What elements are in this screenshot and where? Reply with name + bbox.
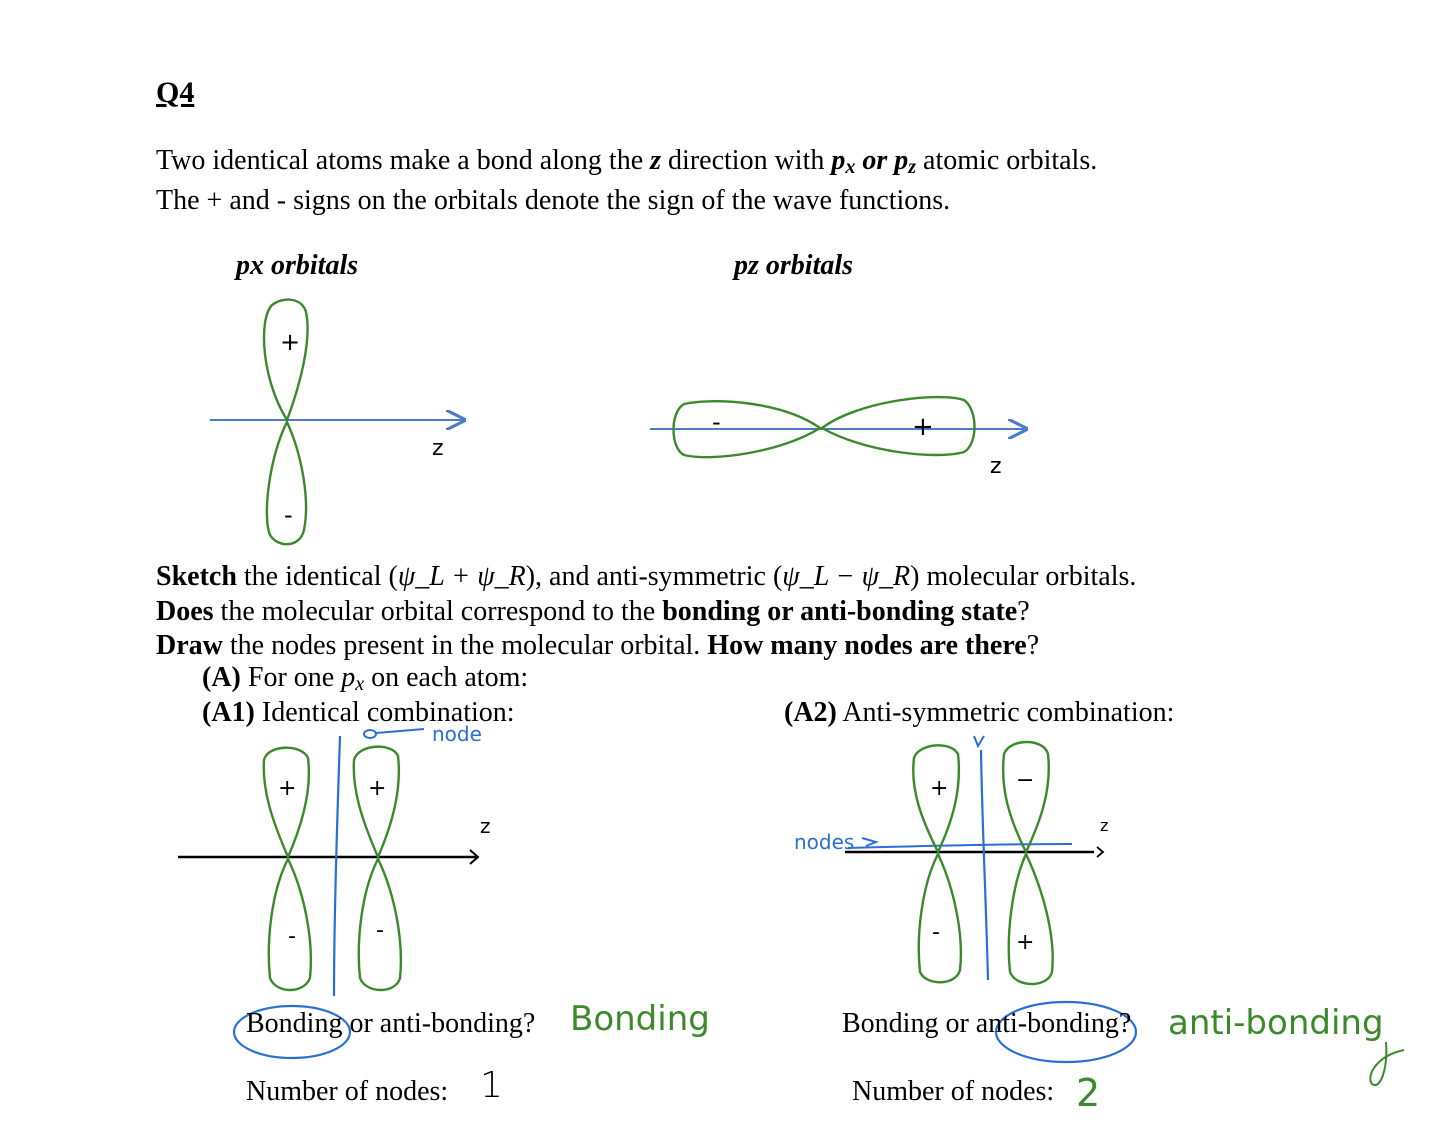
instruction-does: Does the molecular orbital correspond to the bonding or anti-bonding state? (156, 595, 1030, 627)
a1-nodes-label: Number of nodes: (246, 1076, 449, 1107)
a2-axis-label: z (1100, 816, 1109, 835)
pz-orbitals-title: pz orbitals (734, 250, 854, 281)
pz-minus-sign: - (712, 408, 721, 436)
a2-right-upper-lobe (1003, 742, 1049, 852)
a2-nodes-answer: 2 (1076, 1071, 1101, 1115)
a2-heading: (A2) Anti-symmetric combination: (784, 697, 1175, 728)
a2-right-lower-lobe (1009, 854, 1053, 984)
px-orbital-diagram (210, 300, 464, 545)
a2-minus-right: − (1016, 768, 1035, 793)
pz-orbital-diagram (650, 397, 1026, 457)
a1-nodes-answer: 1 (480, 1065, 503, 1106)
a1-left-upper-lobe (264, 748, 309, 857)
a1-axis-label: z (480, 814, 491, 838)
part-a-heading: (A) For one $p_x$ on each atom: (202, 662, 529, 695)
pz-plus-sign: + (912, 412, 934, 442)
a2-plus-left: + (930, 776, 949, 801)
a1-plus-right: + (368, 776, 387, 801)
px-minus-sign: - (284, 501, 293, 529)
a1-minus-right: - (376, 918, 384, 943)
a2-node-horizontal (848, 844, 1072, 848)
a2-bonding-answer: anti-bonding (1168, 1003, 1384, 1043)
pz-axis-label: z (990, 454, 1002, 479)
instruction-sketch: Sketch the identical (ψ_L + ψ_R), and anti-symmetric (ψ_L − ψ_R) molecular orbitals. (156, 561, 1137, 592)
px-orbitals-title: px orbitals (236, 250, 359, 281)
a2-plus-right: + (1016, 930, 1035, 955)
px-upper-lobe (264, 300, 308, 420)
instruction-draw: Draw the nodes present in the molecular orbital. How many nodes are there? (156, 630, 1040, 661)
a1-right-upper-lobe (354, 747, 399, 857)
a1-bonding-answer: Bonding (570, 999, 710, 1039)
a2-node-vertical (981, 750, 988, 980)
px-axis-label: z (432, 436, 444, 461)
a1-bonding-question: Bonding or anti-bonding? (246, 1008, 536, 1039)
a2-nodes-note: nodes (794, 830, 855, 854)
a1-minus-left: - (288, 924, 296, 949)
px-plus-sign: + (280, 328, 301, 356)
a2-bonding-question: Bonding or anti-bonding? (842, 1008, 1132, 1039)
a2-left-lower-lobe (919, 854, 961, 982)
a1-node-line (334, 736, 340, 996)
instructions (156, 560, 1136, 664)
a2-nodes-label: Number of nodes: (852, 1076, 1055, 1107)
pz-right-lobe (822, 397, 975, 455)
a2-minus-left: - (932, 920, 940, 945)
question-title: Q4 (156, 76, 195, 109)
intro-line-2: The + and - signs on the orbitals denote the sign of the wave functions. (156, 185, 951, 216)
a1-plus-left: + (278, 776, 297, 801)
intro-line-1: Two identical atoms make a bond along the z direction with $p_x$ or $p_z$ atomic orbitals. (156, 145, 1098, 178)
a1-node-note: node (432, 722, 482, 746)
a1-heading: (A1) Identical combination: (202, 697, 515, 728)
